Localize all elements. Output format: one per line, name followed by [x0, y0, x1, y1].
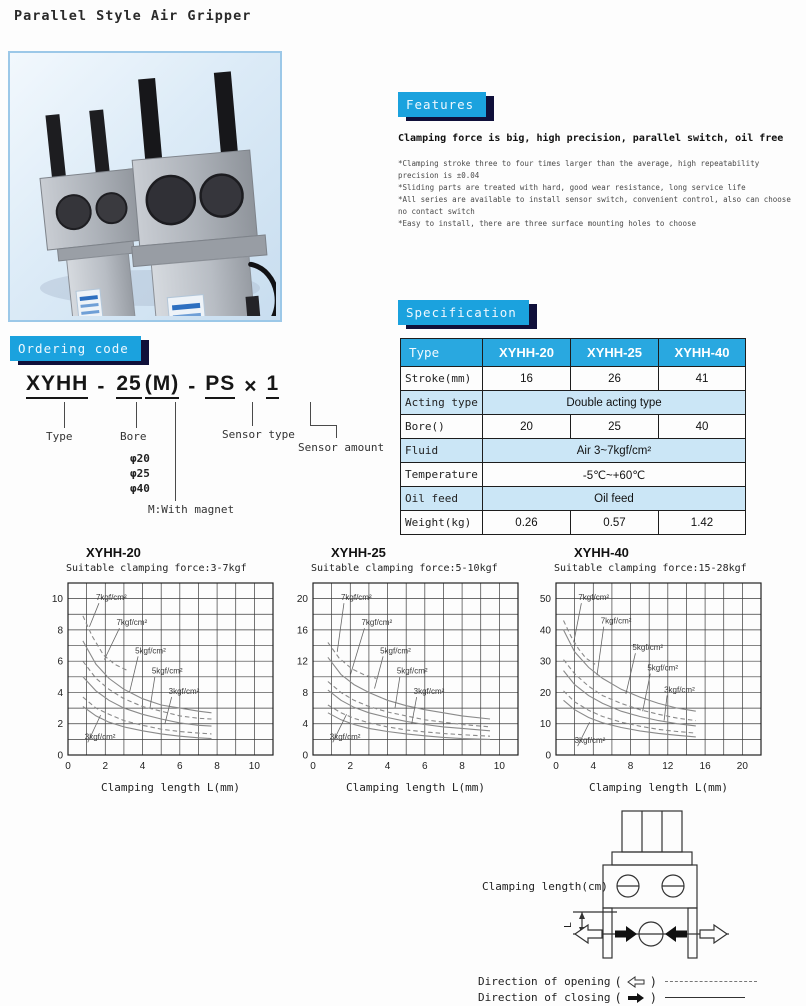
- y-tick-label: 0: [57, 750, 63, 762]
- y-tick-label: 8: [57, 625, 63, 637]
- y-tick-label: 12: [296, 656, 308, 668]
- code-times-sign: ×: [244, 375, 258, 398]
- y-tick-label: 0: [302, 750, 308, 762]
- features-headline: Clamping force is big, high precision, parallel switch, oil free: [398, 133, 784, 144]
- spec-col-header: XYHH-25: [571, 339, 659, 367]
- annotation-label: 7kgf/cm²: [95, 593, 127, 603]
- product-photo: [8, 51, 282, 322]
- chart-xyhh-25: [283, 545, 528, 794]
- connector-line-sensor-amount: [336, 425, 337, 438]
- connector-line-magnet: [175, 402, 176, 501]
- chart-canvas: [38, 577, 280, 775]
- series-curve: [328, 682, 490, 727]
- spec-row: [401, 463, 746, 487]
- connector-line-bore: [136, 402, 137, 428]
- annotation-label: 5kgf/cm²: [380, 646, 411, 656]
- x-tick-label: 6: [422, 761, 428, 772]
- chart-subtitle: Suitable clamping force:15-28kgf: [554, 563, 747, 574]
- y-tick-label: 10: [539, 719, 551, 731]
- connector-line-sensor-amount: [310, 425, 337, 426]
- spec-row-label: Stroke(mm): [401, 367, 483, 391]
- y-tick-label: 2: [57, 719, 63, 731]
- chart-xlabel: Clamping length L(mm): [345, 781, 486, 794]
- feature-bullet: [398, 194, 806, 218]
- magnet-note: M:With magnet: [148, 503, 235, 516]
- x-tick-label: 2: [347, 761, 354, 772]
- dashed-line-sample: [665, 981, 757, 982]
- x-tick-label: 0: [65, 761, 71, 772]
- feature-bullet-line: *Sliding parts are treated with hard, good wear resistance, long service life: [398, 183, 746, 192]
- bore-option: φ40: [130, 482, 150, 495]
- annotation-leader: [337, 603, 344, 652]
- spec-cell: 40: [659, 415, 746, 439]
- open-arrow-left-icon: [575, 925, 602, 943]
- page-title: Parallel Style Air Gripper: [14, 8, 252, 24]
- feature-bullet: [398, 158, 806, 182]
- annotation-label: 5kgf/cm²: [396, 666, 428, 676]
- annotation-leader: [130, 656, 139, 692]
- spec-cell: Double acting type: [483, 391, 746, 415]
- feature-bullet-line: *All series are available to install sensor switch, convenient control, also can choose: [398, 195, 791, 204]
- paren: ): [649, 974, 657, 989]
- bore-option: φ25: [130, 467, 150, 480]
- chart-xlabel: Clamping length L(mm): [100, 781, 241, 794]
- annotation-leader: [104, 628, 119, 659]
- spec-col-header-type: Type: [401, 339, 483, 367]
- paren: ): [649, 990, 657, 1005]
- y-tick-label: 6: [57, 656, 63, 668]
- annotation-leader: [597, 627, 604, 676]
- spec-row-label: Acting type: [401, 391, 483, 415]
- x-tick-label: 4: [384, 761, 391, 772]
- ordering-code-header: Ordering code: [10, 336, 141, 361]
- code-part-type: XYHH: [26, 372, 88, 399]
- annotation-label: 5kgf/cm²: [151, 666, 183, 676]
- specification-header: Specification: [398, 300, 529, 325]
- annotation-label: 5kgf/cm²: [135, 646, 166, 656]
- paren: (: [614, 974, 622, 989]
- label-sensor-type: Sensor type: [222, 428, 295, 441]
- y-tick-label: 30: [539, 656, 551, 668]
- spec-row: [401, 367, 746, 391]
- x-tick-label: 12: [662, 761, 674, 772]
- annotation-label: 3kgf/cm²: [413, 687, 445, 697]
- solid-line-sample: [665, 997, 745, 998]
- spec-col-header: XYHH-20: [483, 339, 571, 367]
- spec-row-label: Bore(): [401, 415, 483, 439]
- y-tick-label: 8: [302, 687, 308, 699]
- x-tick-label: 20: [736, 761, 748, 772]
- legend-close: [478, 990, 745, 1005]
- legend-open: [478, 974, 757, 989]
- connector-line-sensor-type: [252, 402, 253, 426]
- x-tick-label: 0: [553, 761, 559, 772]
- spec-cell: 26: [571, 367, 659, 391]
- annotation-leader: [89, 603, 99, 627]
- connector-line-sensor-amount: [310, 402, 311, 425]
- annotation-label: 7kgf/cm²: [116, 618, 148, 628]
- spec-cell: Oil feed: [483, 487, 746, 511]
- features-bullet-list: [398, 158, 806, 230]
- chart-xyhh-20: [38, 545, 283, 794]
- x-tick-label: 6: [177, 761, 183, 772]
- x-tick-label: 4: [139, 761, 146, 772]
- spec-col-header: XYHH-40: [659, 339, 746, 367]
- x-tick-label: 10: [493, 761, 505, 772]
- annotation-label: 3kgf/cm²: [168, 687, 200, 697]
- x-tick-label: 4: [590, 761, 597, 772]
- annotation-label: 3kgf/cm²: [664, 685, 695, 695]
- annotation-label: 7kgf/cm²: [361, 618, 393, 628]
- x-tick-label: 8: [214, 761, 220, 772]
- annotation-label: 5kgf/cm²: [632, 643, 664, 653]
- annotation-label: 7kgf/cm²: [340, 593, 372, 603]
- spec-cell: Air 3~7kgf/cm²: [483, 439, 746, 463]
- series-curve: [328, 690, 490, 731]
- annotation-label: 7kgf/cm²: [578, 593, 610, 603]
- chart-subtitle: Suitable clamping force:5-10kgf: [311, 563, 498, 574]
- x-tick-label: 16: [699, 761, 711, 772]
- y-tick-label: 20: [296, 594, 308, 606]
- x-tick-label: 0: [310, 761, 316, 772]
- code-separator: -: [97, 375, 106, 398]
- closed-arrow-icon: [626, 992, 646, 1004]
- annotation-leader: [165, 697, 172, 724]
- y-tick-label: 20: [539, 687, 551, 699]
- legend-close-label: Direction of closing: [478, 991, 611, 1004]
- spec-row-label: Fluid: [401, 439, 483, 463]
- chart-subtitle: Suitable clamping force:3-7kgf: [66, 563, 247, 574]
- annotation-label: 7kgf/cm²: [600, 616, 632, 626]
- x-tick-label: 8: [627, 761, 634, 772]
- feature-bullet-line: *Easy to install, there are three surface mounting holes to choose: [398, 219, 697, 228]
- spec-table: [400, 338, 746, 535]
- feature-bullet: [398, 182, 806, 194]
- spec-cell: 0.57: [571, 511, 659, 535]
- diagram-caption: Clamping length(cm): [482, 880, 608, 893]
- feature-bullet: [398, 218, 806, 230]
- y-tick-label: 4: [57, 687, 63, 699]
- y-tick-label: 4: [302, 719, 308, 731]
- feature-bullet-line: no contact switch: [398, 207, 475, 216]
- spec-row-label: Oil feed: [401, 487, 483, 511]
- y-tick-label: 40: [539, 625, 551, 637]
- spec-row: [401, 391, 746, 415]
- code-part-bore: 25: [116, 372, 141, 399]
- annotation-leader: [350, 628, 364, 675]
- gripper-photo-illustration: [10, 53, 276, 316]
- chart-title: XYHH-40: [574, 545, 629, 560]
- closed-arrow-left-icon: [665, 926, 687, 942]
- paren: (: [614, 990, 622, 1005]
- spec-cell: -5℃~+60℃: [483, 463, 746, 487]
- series-curve: [564, 691, 696, 733]
- spec-cell: 41: [659, 367, 746, 391]
- code-part-sensor: PS: [205, 372, 235, 399]
- legend-open-label: Direction of opening: [478, 975, 611, 988]
- bore-option: φ20: [130, 452, 150, 465]
- spec-cell: 16: [483, 367, 571, 391]
- y-tick-label: 50: [539, 594, 551, 606]
- x-tick-label: 10: [248, 761, 260, 772]
- chart-xyhh-40: [526, 545, 771, 794]
- spec-row-label: Weight(kg): [401, 511, 483, 535]
- connector-line-type: [64, 402, 65, 428]
- annotation-label: 3kgf/cm²: [84, 732, 116, 742]
- x-tick-label: 2: [102, 761, 109, 772]
- label-sensor-amount: Sensor amount: [298, 441, 385, 454]
- spec-row: [401, 487, 746, 511]
- ordering-code: [26, 372, 279, 399]
- dim-arrow-up: [579, 912, 585, 919]
- chart-title: XYHH-20: [86, 545, 141, 560]
- feature-bullet-line: precision is ±0.04: [398, 171, 480, 180]
- closed-arrow-right-icon: [615, 926, 637, 942]
- spec-row: [401, 415, 746, 439]
- code-part-amount: 1: [266, 372, 279, 399]
- y-tick-label: 10: [51, 594, 63, 606]
- annotation-leader: [412, 697, 417, 724]
- spec-cell: 1.42: [659, 511, 746, 535]
- spec-row: [401, 511, 746, 535]
- spec-cell: 0.26: [483, 511, 571, 535]
- spec-row: [401, 439, 746, 463]
- code-part-magnet: (M): [145, 372, 179, 399]
- code-separator: -: [188, 375, 197, 398]
- y-tick-label: 0: [545, 750, 551, 762]
- spec-row-label: Temperature: [401, 463, 483, 487]
- y-tick-label: 16: [296, 625, 308, 637]
- chart-canvas: [526, 577, 768, 775]
- label-type: Type: [46, 430, 73, 443]
- chart-canvas: [283, 577, 525, 775]
- chart-xlabel: Clamping length L(mm): [588, 781, 729, 794]
- open-arrow-right-icon: [700, 925, 727, 943]
- chart-title: XYHH-25: [331, 545, 386, 560]
- open-arrow-icon: [626, 976, 646, 988]
- annotation-label: 3kgf/cm²: [574, 736, 606, 746]
- features-header: Features: [398, 92, 486, 117]
- annotation-label: 3kgf/cm²: [329, 732, 361, 742]
- dim-label: L: [563, 921, 574, 928]
- x-tick-label: 8: [459, 761, 465, 772]
- label-bore: Bore: [120, 430, 147, 443]
- annotation-label: 5kgf/cm²: [647, 663, 678, 673]
- spec-cell: 20: [483, 415, 571, 439]
- spec-cell: 25: [571, 415, 659, 439]
- feature-bullet-line: *Clamping stroke three to four times larger than the average, high repeatability: [398, 159, 760, 168]
